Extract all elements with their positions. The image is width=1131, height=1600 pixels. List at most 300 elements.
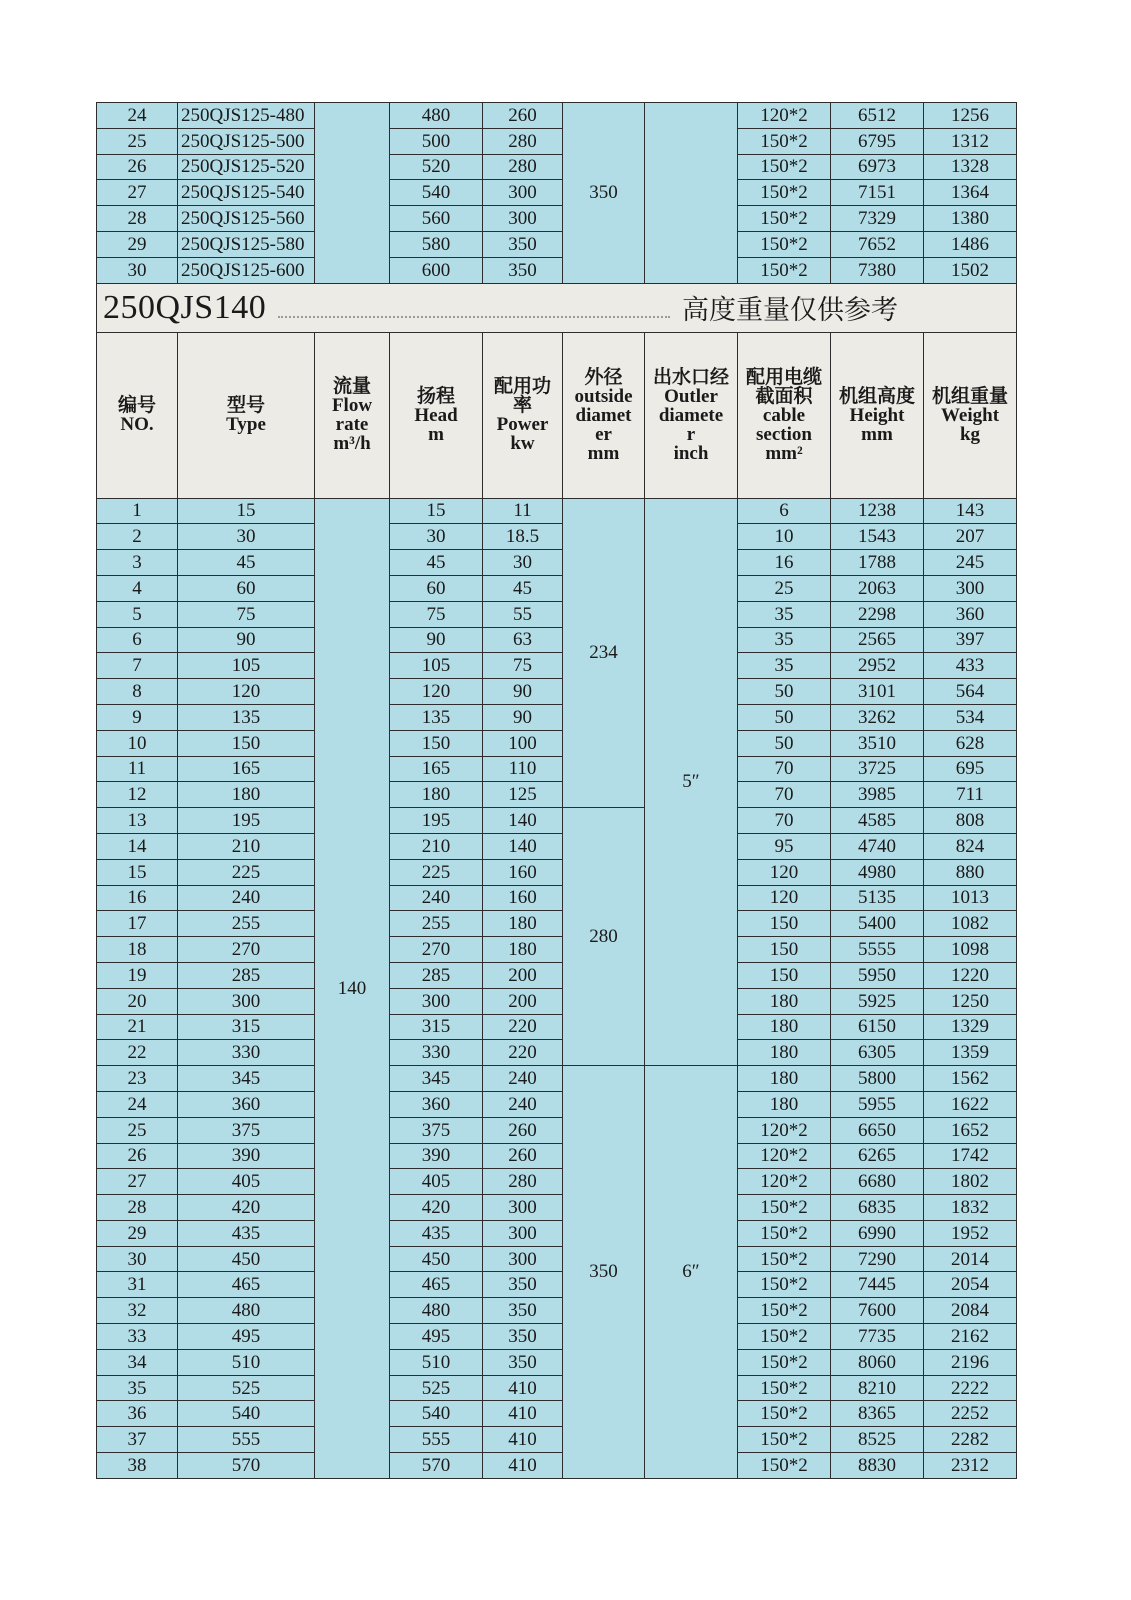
cell-no: 21 <box>97 1014 178 1040</box>
cell-height: 7329 <box>831 206 924 232</box>
cell-type: 375 <box>178 1117 315 1143</box>
table-row <box>97 730 1017 756</box>
header-line: diamet <box>575 404 632 426</box>
cell-power: 90 <box>483 679 563 705</box>
header-line: 配用电缆 <box>745 366 822 388</box>
cell-no: 9 <box>97 704 178 730</box>
cell-outside-diameter: 350 <box>563 1066 645 1479</box>
cell-type: 250QJS125-600 <box>178 257 315 283</box>
header-line: 出水口经 <box>652 366 729 388</box>
cell-cable: 10 <box>738 524 831 550</box>
reference-note: 高度重量仅供参考 <box>682 295 898 327</box>
table-row <box>97 601 1017 627</box>
cell-type: 225 <box>178 859 315 885</box>
cell-height: 1543 <box>831 524 924 550</box>
cell-weight: 1013 <box>924 885 1017 911</box>
header-line: m <box>428 423 444 445</box>
cell-height: 2298 <box>831 601 924 627</box>
cell-power: 300 <box>483 1220 563 1246</box>
cell-power: 410 <box>483 1401 563 1427</box>
cell-type: 360 <box>178 1091 315 1117</box>
table-row <box>97 550 1017 576</box>
cell-no: 25 <box>97 1117 178 1143</box>
cell-type: 270 <box>178 937 315 963</box>
cell-type: 240 <box>178 885 315 911</box>
cell-cable: 6 <box>738 498 831 524</box>
cell-power: 55 <box>483 601 563 627</box>
header-line: cable <box>762 404 806 426</box>
table-row <box>97 180 1017 206</box>
cell-head: 330 <box>390 1040 483 1066</box>
table-row <box>97 756 1017 782</box>
cell-weight: 1098 <box>924 937 1017 963</box>
cell-cable: 120*2 <box>738 1117 831 1143</box>
cell-no: 16 <box>97 885 178 911</box>
cell-head: 540 <box>390 180 483 206</box>
header-outlet <box>645 332 738 498</box>
cell-outlet-diameter: 5″ <box>645 498 738 1066</box>
cell-no: 23 <box>97 1066 178 1092</box>
cell-cable: 150*2 <box>738 257 831 283</box>
header-line: kg <box>959 423 981 445</box>
cell-power: 280 <box>483 128 563 154</box>
cell-power: 350 <box>483 257 563 283</box>
header-line: m³/h <box>333 433 371 455</box>
header-line: 编号 <box>117 395 156 417</box>
cell-no: 3 <box>97 550 178 576</box>
cell-head: 495 <box>390 1324 483 1350</box>
cell-no: 33 <box>97 1324 178 1350</box>
cell-weight: 808 <box>924 808 1017 834</box>
table-row <box>97 1143 1017 1169</box>
cell-power: 350 <box>483 231 563 257</box>
header-power <box>483 332 563 498</box>
cell-cable: 35 <box>738 601 831 627</box>
cell-weight: 2014 <box>924 1246 1017 1272</box>
cell-cable: 120*2 <box>738 1169 831 1195</box>
cell-weight: 207 <box>924 524 1017 550</box>
cell-height: 6990 <box>831 1220 924 1246</box>
cell-head: 90 <box>390 627 483 653</box>
cell-no: 4 <box>97 575 178 601</box>
cell-head: 580 <box>390 231 483 257</box>
cell-head: 15 <box>390 498 483 524</box>
cell-height: 1238 <box>831 498 924 524</box>
cell-type: 450 <box>178 1246 315 1272</box>
table-row <box>97 128 1017 154</box>
cell-head: 30 <box>390 524 483 550</box>
dotted-leader <box>278 316 670 318</box>
table-row <box>97 653 1017 679</box>
table-row <box>97 1246 1017 1272</box>
table-row <box>97 1091 1017 1117</box>
table-row <box>97 1324 1017 1350</box>
cell-head: 225 <box>390 859 483 885</box>
table-row <box>97 885 1017 911</box>
cell-cable: 150*2 <box>738 1453 831 1479</box>
cell-head: 525 <box>390 1375 483 1401</box>
cell-no: 29 <box>97 231 178 257</box>
cell-head: 345 <box>390 1066 483 1092</box>
cell-head: 135 <box>390 704 483 730</box>
header-line: Type <box>226 414 266 436</box>
table-row <box>97 1040 1017 1066</box>
cell-type: 75 <box>178 601 315 627</box>
cell-power: 110 <box>483 756 563 782</box>
table-row <box>97 257 1017 283</box>
table-row <box>97 1066 1017 1092</box>
cell-type: 570 <box>178 1453 315 1479</box>
header-head <box>390 332 483 498</box>
cell-height: 6650 <box>831 1117 924 1143</box>
table-row <box>97 679 1017 705</box>
table-row <box>97 1349 1017 1375</box>
header-line: 截面积 <box>755 385 813 407</box>
cell-type: 90 <box>178 627 315 653</box>
cell-weight: 397 <box>924 627 1017 653</box>
table-row <box>97 498 1017 524</box>
cell-height: 4585 <box>831 808 924 834</box>
cell-cable: 150*2 <box>738 206 831 232</box>
cell-no: 18 <box>97 937 178 963</box>
cell-no: 2 <box>97 524 178 550</box>
table-row <box>97 1272 1017 1298</box>
cell-no: 12 <box>97 782 178 808</box>
cell-weight: 1364 <box>924 180 1017 206</box>
cell-power: 350 <box>483 1272 563 1298</box>
cell-height: 3262 <box>831 704 924 730</box>
table-row <box>97 988 1017 1014</box>
cell-no: 17 <box>97 911 178 937</box>
cell-type: 285 <box>178 962 315 988</box>
cell-power: 300 <box>483 180 563 206</box>
cell-cable: 150*2 <box>738 231 831 257</box>
cell-cable: 150*2 <box>738 1195 831 1221</box>
cell-power: 18.5 <box>483 524 563 550</box>
cell-height: 6512 <box>831 103 924 129</box>
header-line: kw <box>510 433 535 455</box>
header-line: NO. <box>120 414 154 436</box>
column-header-row <box>97 332 1017 498</box>
cell-type: 510 <box>178 1349 315 1375</box>
cell-height: 1788 <box>831 550 924 576</box>
header-line: 配用功 <box>493 376 551 398</box>
cell-type: 405 <box>178 1169 315 1195</box>
cell-weight: 1622 <box>924 1091 1017 1117</box>
cell-head: 270 <box>390 937 483 963</box>
cell-type: 315 <box>178 1014 315 1040</box>
cell-head: 520 <box>390 154 483 180</box>
cell-power: 160 <box>483 859 563 885</box>
cell-height: 5800 <box>831 1066 924 1092</box>
cell-no: 30 <box>97 1246 178 1272</box>
cell-no: 29 <box>97 1220 178 1246</box>
cell-type: 255 <box>178 911 315 937</box>
cell-head: 240 <box>390 885 483 911</box>
cell-type: 195 <box>178 808 315 834</box>
cell-no: 28 <box>97 1195 178 1221</box>
cell-weight: 1220 <box>924 962 1017 988</box>
cell-height: 3510 <box>831 730 924 756</box>
cell-weight: 1952 <box>924 1220 1017 1246</box>
header-line: mm <box>861 423 893 445</box>
cell-cable: 150*2 <box>738 154 831 180</box>
cell-no: 27 <box>97 180 178 206</box>
cell-no: 8 <box>97 679 178 705</box>
cell-type: 390 <box>178 1143 315 1169</box>
cell-head: 165 <box>390 756 483 782</box>
header-cable <box>738 332 831 498</box>
cell-weight: 1082 <box>924 911 1017 937</box>
cell-weight: 360 <box>924 601 1017 627</box>
cell-weight: 824 <box>924 833 1017 859</box>
cell-weight: 1359 <box>924 1040 1017 1066</box>
cell-height: 5955 <box>831 1091 924 1117</box>
cell-type: 45 <box>178 550 315 576</box>
table-row <box>97 782 1017 808</box>
cell-type: 210 <box>178 833 315 859</box>
cell-no: 36 <box>97 1401 178 1427</box>
cell-power: 260 <box>483 1117 563 1143</box>
cell-head: 570 <box>390 1453 483 1479</box>
cell-head: 120 <box>390 679 483 705</box>
cell-weight: 1652 <box>924 1117 1017 1143</box>
header-line: 流量 <box>332 376 371 398</box>
cell-cable: 70 <box>738 782 831 808</box>
cell-cable: 120*2 <box>738 103 831 129</box>
cell-power: 260 <box>483 1143 563 1169</box>
header-flow <box>315 332 390 498</box>
cell-power: 180 <box>483 911 563 937</box>
cell-type: 555 <box>178 1427 315 1453</box>
cell-weight: 2084 <box>924 1298 1017 1324</box>
cell-height: 5400 <box>831 911 924 937</box>
cell-weight: 2222 <box>924 1375 1017 1401</box>
cell-type: 525 <box>178 1375 315 1401</box>
cell-height: 2063 <box>831 575 924 601</box>
cell-weight: 245 <box>924 550 1017 576</box>
table-row <box>97 1401 1017 1427</box>
cell-weight: 1328 <box>924 154 1017 180</box>
cell-cable: 120*2 <box>738 1143 831 1169</box>
header-line: Power <box>496 414 549 436</box>
table-row <box>97 1014 1017 1040</box>
header-line: 外径 <box>584 366 623 388</box>
cell-no: 22 <box>97 1040 178 1066</box>
cell-power: 180 <box>483 937 563 963</box>
header-type <box>178 332 315 498</box>
table-row <box>97 962 1017 988</box>
header-line: rate <box>335 414 369 436</box>
cell-weight: 1502 <box>924 257 1017 283</box>
cell-no: 37 <box>97 1427 178 1453</box>
cell-cable: 150*2 <box>738 1427 831 1453</box>
table-row <box>97 911 1017 937</box>
cell-cable: 180 <box>738 1066 831 1092</box>
cell-height: 2565 <box>831 627 924 653</box>
cell-type: 540 <box>178 1401 315 1427</box>
model-title: 250QJS140 <box>103 288 267 326</box>
table-body <box>97 103 1017 1479</box>
cell-cable: 35 <box>738 653 831 679</box>
cell-no: 25 <box>97 128 178 154</box>
cell-type: 105 <box>178 653 315 679</box>
header-weight <box>924 332 1017 498</box>
table-row <box>97 206 1017 232</box>
cell-no: 11 <box>97 756 178 782</box>
cell-head: 435 <box>390 1220 483 1246</box>
cell-head: 450 <box>390 1246 483 1272</box>
cell-type: 15 <box>178 498 315 524</box>
cell-weight: 695 <box>924 756 1017 782</box>
cell-head: 285 <box>390 962 483 988</box>
cell-head: 75 <box>390 601 483 627</box>
table-row <box>97 1375 1017 1401</box>
cell-head: 480 <box>390 103 483 129</box>
header-line: mm <box>587 442 620 464</box>
cell-cable: 150*2 <box>738 1298 831 1324</box>
cell-height: 3725 <box>831 756 924 782</box>
header-line: mm² <box>765 442 803 464</box>
cell-cable: 50 <box>738 704 831 730</box>
cell-weight: 564 <box>924 679 1017 705</box>
cell-height: 7290 <box>831 1246 924 1272</box>
cell-head: 180 <box>390 782 483 808</box>
pump-spec-table <box>96 102 1017 1479</box>
cell-power: 30 <box>483 550 563 576</box>
cell-height: 7600 <box>831 1298 924 1324</box>
cell-no: 6 <box>97 627 178 653</box>
cell-type: 180 <box>178 782 315 808</box>
table-row <box>97 833 1017 859</box>
table-row <box>97 103 1017 129</box>
cell-height: 6150 <box>831 1014 924 1040</box>
table-row <box>97 937 1017 963</box>
cell-no: 7 <box>97 653 178 679</box>
cell-height: 6835 <box>831 1195 924 1221</box>
cell-weight: 143 <box>924 498 1017 524</box>
cell-power: 350 <box>483 1349 563 1375</box>
cell-height: 3985 <box>831 782 924 808</box>
cell-power: 200 <box>483 962 563 988</box>
cell-power: 11 <box>483 498 563 524</box>
cell-power: 100 <box>483 730 563 756</box>
cell-height: 8060 <box>831 1349 924 1375</box>
header-line: 机组高度 <box>838 385 915 407</box>
cell-cable: 50 <box>738 679 831 705</box>
cell-power: 410 <box>483 1453 563 1479</box>
table-row <box>97 154 1017 180</box>
cell-power: 140 <box>483 833 563 859</box>
cell-power: 350 <box>483 1324 563 1350</box>
cell-head: 480 <box>390 1298 483 1324</box>
cell-cable: 150*2 <box>738 1272 831 1298</box>
table-row <box>97 1453 1017 1479</box>
cell-cable: 180 <box>738 1040 831 1066</box>
header-line: section <box>756 423 812 445</box>
cell-weight: 1802 <box>924 1169 1017 1195</box>
cell-height: 6305 <box>831 1040 924 1066</box>
cell-power: 300 <box>483 206 563 232</box>
header-line: diamete <box>658 404 724 426</box>
cell-type: 135 <box>178 704 315 730</box>
cell-head: 540 <box>390 1401 483 1427</box>
cell-height: 7735 <box>831 1324 924 1350</box>
cell-no: 28 <box>97 206 178 232</box>
cell-outlet-diameter <box>645 103 738 284</box>
cell-weight: 2282 <box>924 1427 1017 1453</box>
cell-height: 8210 <box>831 1375 924 1401</box>
cell-type: 30 <box>178 524 315 550</box>
cell-type: 250QJS125-500 <box>178 128 315 154</box>
header-line: Head <box>414 404 458 426</box>
cell-no: 1 <box>97 498 178 524</box>
cell-power: 260 <box>483 103 563 129</box>
section-title-row <box>97 283 1017 332</box>
header-line: inch <box>673 442 709 464</box>
header-line: r <box>686 423 696 445</box>
cell-power: 240 <box>483 1066 563 1092</box>
cell-head: 255 <box>390 911 483 937</box>
table-row <box>97 524 1017 550</box>
cell-cable: 25 <box>738 575 831 601</box>
cell-type: 250QJS125-560 <box>178 206 315 232</box>
cell-head: 210 <box>390 833 483 859</box>
cell-no: 14 <box>97 833 178 859</box>
cell-height: 6265 <box>831 1143 924 1169</box>
cell-no: 26 <box>97 154 178 180</box>
cell-type: 250QJS125-540 <box>178 180 315 206</box>
cell-height: 7445 <box>831 1272 924 1298</box>
table-row <box>97 1117 1017 1143</box>
cell-weight: 534 <box>924 704 1017 730</box>
cell-cable: 150*2 <box>738 1220 831 1246</box>
header-line: 扬程 <box>416 385 455 407</box>
cell-cable: 180 <box>738 988 831 1014</box>
cell-head: 45 <box>390 550 483 576</box>
header-line: Flow <box>331 395 373 417</box>
cell-cable: 150 <box>738 962 831 988</box>
cell-weight: 1329 <box>924 1014 1017 1040</box>
cell-weight: 1380 <box>924 206 1017 232</box>
cell-cable: 150 <box>738 911 831 937</box>
table-row <box>97 1427 1017 1453</box>
table-row <box>97 231 1017 257</box>
cell-weight: 711 <box>924 782 1017 808</box>
table-row <box>97 704 1017 730</box>
cell-no: 10 <box>97 730 178 756</box>
cell-height: 3101 <box>831 679 924 705</box>
cell-no: 32 <box>97 1298 178 1324</box>
cell-weight: 1562 <box>924 1066 1017 1092</box>
cell-no: 34 <box>97 1349 178 1375</box>
cell-head: 420 <box>390 1195 483 1221</box>
cell-no: 26 <box>97 1143 178 1169</box>
cell-height: 5925 <box>831 988 924 1014</box>
cell-power: 90 <box>483 704 563 730</box>
table-row <box>97 808 1017 834</box>
cell-cable: 150*2 <box>738 1324 831 1350</box>
cell-power: 280 <box>483 154 563 180</box>
table-row <box>97 627 1017 653</box>
cell-head: 405 <box>390 1169 483 1195</box>
cell-type: 250QJS125-520 <box>178 154 315 180</box>
cell-head: 560 <box>390 206 483 232</box>
cell-weight: 1250 <box>924 988 1017 1014</box>
cell-cable: 50 <box>738 730 831 756</box>
cell-cable: 150*2 <box>738 180 831 206</box>
cell-head: 60 <box>390 575 483 601</box>
